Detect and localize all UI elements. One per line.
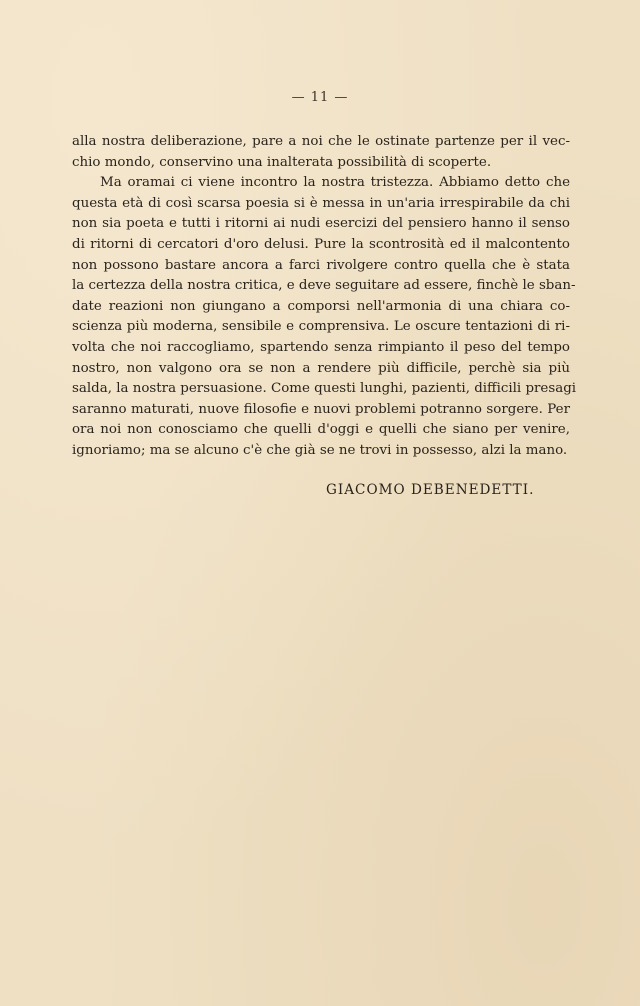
text-line: di ritorni di cercatori d'oro delusi. Pure la scontrosità ed il malcontento [72, 236, 570, 252]
text-line: salda, la nostra persuasione. Come questi lunghi, pazienti, difficili presagi [72, 381, 577, 397]
text-line: date reazioni non giungano a comporsi nell'armonia di una chiara co- [72, 298, 570, 314]
text-line: scienza più moderna, sensibile e comprensiva. Le oscure tentazioni di ri- [72, 319, 570, 335]
text-line: nostro, non valgono ora se non a rendere più difficile, perchè sia più [72, 360, 570, 376]
text-line: ora noi non conosciamo che quelli d'oggi e quelli che siano per venire, [72, 422, 570, 438]
text-line: chio mondo, conservino una inalterata possibilità di scoperte. [72, 154, 492, 170]
text-line: volta che noi raccogliamo, spartendo senza rimpianto il peso del tempo [72, 339, 570, 355]
body-text [72, 132, 577, 462]
text-line: Ma oramai ci viene incontro la nostra tristezza. Abbiamo detto che [100, 175, 570, 191]
text-line: non possono bastare ancora a farci rivolgere contro quella che è stata [72, 257, 570, 273]
text-line: la certezza della nostra critica, e deve seguitare ad essere, finchè le sban- [72, 278, 576, 294]
page-number: — 11 — [291, 90, 349, 105]
author-signature: GIACOMO DEBENEDETTI. [326, 482, 535, 498]
text-line: non sia poeta e tutti i ritorni ai nudi esercizi del pensiero hanno il senso [72, 216, 570, 232]
text-line: ignoriamo; ma se alcuno c'è che già se ne trovi in possesso, alzi la mano. [72, 442, 568, 458]
text-line: saranno maturati, nuove filosofie e nuovi problemi potranno sorgere. Per [72, 401, 570, 417]
text-line: alla nostra deliberazione, pare a noi che le ostinate partenze per il vec- [72, 134, 570, 149]
text-line: questa età di così scarsa poesia si è messa in un'aria irrespirabile da chi [72, 195, 570, 211]
